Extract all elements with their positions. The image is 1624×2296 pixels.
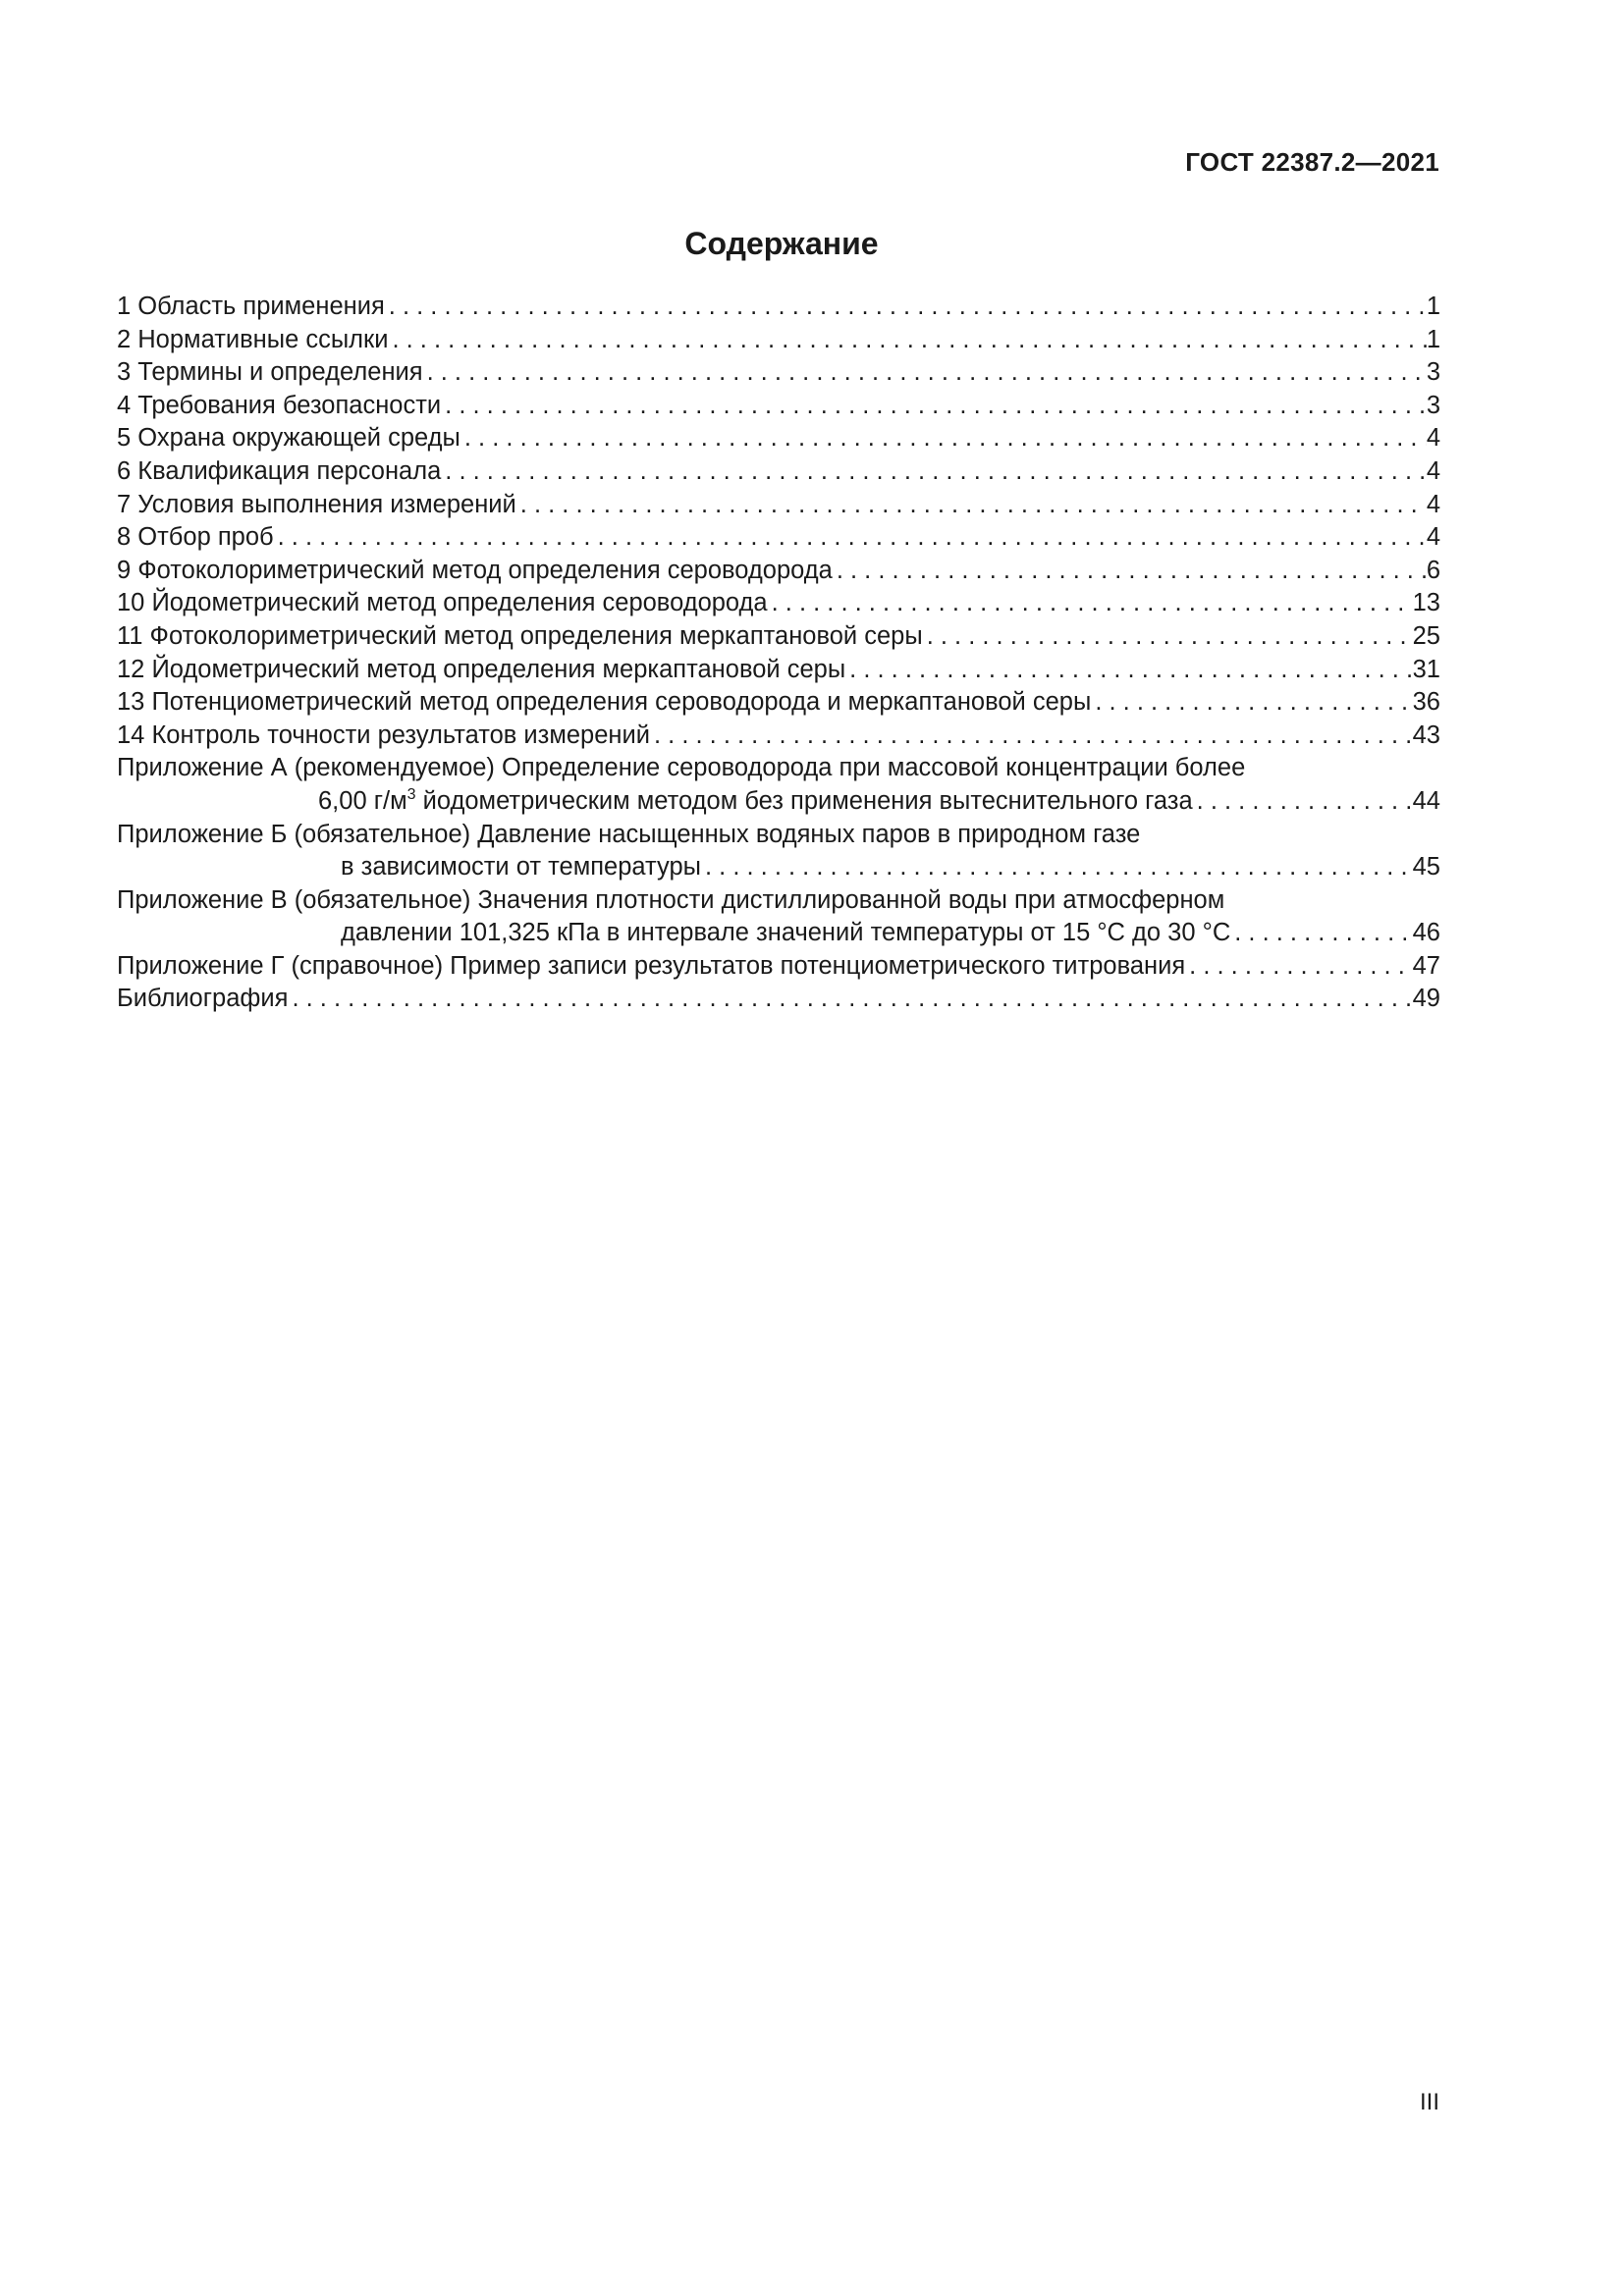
toc-entry-text: в зависимости от температуры [341, 853, 701, 881]
toc-leader [1095, 686, 1412, 720]
toc-entry-page: 4 [1426, 523, 1440, 552]
toc-entry-page: 31 [1412, 655, 1440, 683]
toc-entry[interactable] [117, 555, 1440, 588]
toc-entry-page: 36 [1412, 688, 1440, 717]
toc-entry[interactable] [117, 521, 1440, 555]
toc-leader [520, 489, 1427, 522]
document-code: ГОСТ 22387.2—2021 [1185, 147, 1439, 177]
toc-entry-text: 9 Фотоколориметрический метод определения сероводорода [117, 556, 833, 584]
toc-entry[interactable] [117, 720, 1440, 753]
toc-entry-text: Приложение А (рекомендуемое) Определение сероводорода при массовой концентрации более [117, 754, 1246, 782]
toc-entry-page: 44 [1412, 786, 1440, 815]
toc-entry-text: давлении 101,325 кПа в интервале значений температуры от 15 °С до 30 °С [341, 919, 1231, 947]
toc-leader [1234, 917, 1412, 950]
toc-leader [389, 291, 1427, 324]
toc-leader [1189, 950, 1412, 984]
toc-entry-page: 3 [1426, 391, 1440, 419]
page-number: III [1419, 2089, 1439, 2115]
toc-leader [705, 851, 1413, 884]
superscript-exponent: 3 [406, 785, 416, 803]
toc-entry-text: 11 Фотоколориметрический метод определения меркаптановой серы [117, 621, 923, 650]
toc-entry-text-part: йодометрическим методом без применения вытеснительного газа [415, 786, 1193, 815]
toc-appendix-v-line2[interactable] [117, 917, 1440, 950]
toc-entry-page: 6 [1426, 556, 1440, 584]
toc-entry-page: 13 [1412, 589, 1440, 617]
toc-entry-page: 3 [1426, 358, 1440, 387]
toc-entry-page: 25 [1412, 621, 1440, 650]
toc-entry[interactable] [117, 686, 1440, 720]
toc-entry[interactable] [117, 422, 1440, 455]
toc-leader [392, 324, 1426, 357]
toc-entry-text: 2 Нормативные ссылки [117, 325, 389, 353]
toc-entry-page: 45 [1412, 853, 1440, 881]
toc-entry-text: 10 Йодометрический метод определения сероводорода [117, 589, 768, 617]
toc-entry-text: 13 Потенциометрический метод определения сероводорода и меркаптановой серы [117, 688, 1092, 717]
toc-entry-text: Приложение В (обязательное) Значения плотности дистиллированной воды при атмосферном [117, 885, 1225, 914]
toc-appendix-b-line1[interactable] [117, 819, 1440, 852]
toc-entry-page: 4 [1426, 490, 1440, 518]
toc-entry-page: 4 [1426, 456, 1440, 485]
toc-entry[interactable] [117, 654, 1440, 687]
toc-appendix-a-line1[interactable] [117, 752, 1440, 785]
toc-title: Содержание [684, 226, 879, 261]
toc-appendix-g[interactable] [117, 950, 1440, 984]
toc-leader [278, 521, 1427, 555]
toc-leader [1197, 785, 1413, 819]
toc-entry-text: 3 Термины и определения [117, 358, 423, 387]
toc-entry-page: 4 [1426, 424, 1440, 453]
toc-entry-text: 7 Условия выполнения измерений [117, 490, 516, 518]
toc-entry-page: 47 [1412, 951, 1440, 980]
toc-leader [654, 720, 1413, 753]
toc-entry[interactable] [117, 455, 1440, 489]
toc-entry[interactable] [117, 620, 1440, 654]
toc-entry-text: 12 Йодометрический метод определения меркаптановой серы [117, 655, 846, 683]
toc-entry-text: 8 Отбор проб [117, 523, 274, 552]
toc-leader [445, 455, 1427, 489]
toc-entry-text: 1 Область применения [117, 293, 385, 320]
toc-entry-text: 6 Квалификация персонала [117, 456, 442, 485]
toc-entry[interactable] [117, 489, 1440, 522]
toc-entry-page: 1 [1426, 325, 1440, 353]
toc-entry-text: 5 Охрана окружающей среды [117, 424, 460, 453]
toc-leader [445, 390, 1427, 423]
toc-entry[interactable] [117, 356, 1440, 390]
toc-entry[interactable] [117, 587, 1440, 620]
toc-appendix-a-line2[interactable] [117, 785, 1440, 819]
toc-leader [427, 356, 1427, 390]
toc-entry[interactable] [117, 324, 1440, 357]
toc-entry-text: 4 Требования безопасности [117, 391, 442, 419]
toc-entry-text: 14 Контроль точности результатов измерений [117, 721, 650, 749]
toc-appendix-v-line1[interactable] [117, 884, 1440, 918]
table-of-contents [117, 291, 1440, 1016]
toc-leader [464, 422, 1427, 455]
toc-entry-text-part: 6,00 г/м [318, 786, 407, 815]
toc-leader [927, 620, 1413, 654]
toc-entry-page: 43 [1412, 721, 1440, 749]
toc-entry[interactable] [117, 390, 1440, 423]
toc-leader [849, 654, 1412, 687]
toc-entry[interactable] [117, 291, 1440, 324]
toc-bibliography[interactable] [117, 983, 1440, 1016]
toc-leader [837, 555, 1427, 588]
toc-appendix-b-line2[interactable] [117, 851, 1440, 884]
toc-entry-text: Приложение Б (обязательное) Давление насыщенных водяных паров в природном газе [117, 820, 1141, 848]
toc-entry-page: 1 [1426, 293, 1440, 320]
toc-entry-text: Приложение Г (справочное) Пример записи результатов потенциометрического титрования [117, 951, 1186, 980]
toc-entry-page: 46 [1412, 919, 1440, 947]
toc-leader [772, 587, 1413, 620]
toc-leader [292, 983, 1412, 1016]
toc-entry-text: Библиография [117, 985, 289, 1013]
toc-entry-text [318, 785, 1193, 819]
toc-entry-page: 49 [1412, 985, 1440, 1013]
